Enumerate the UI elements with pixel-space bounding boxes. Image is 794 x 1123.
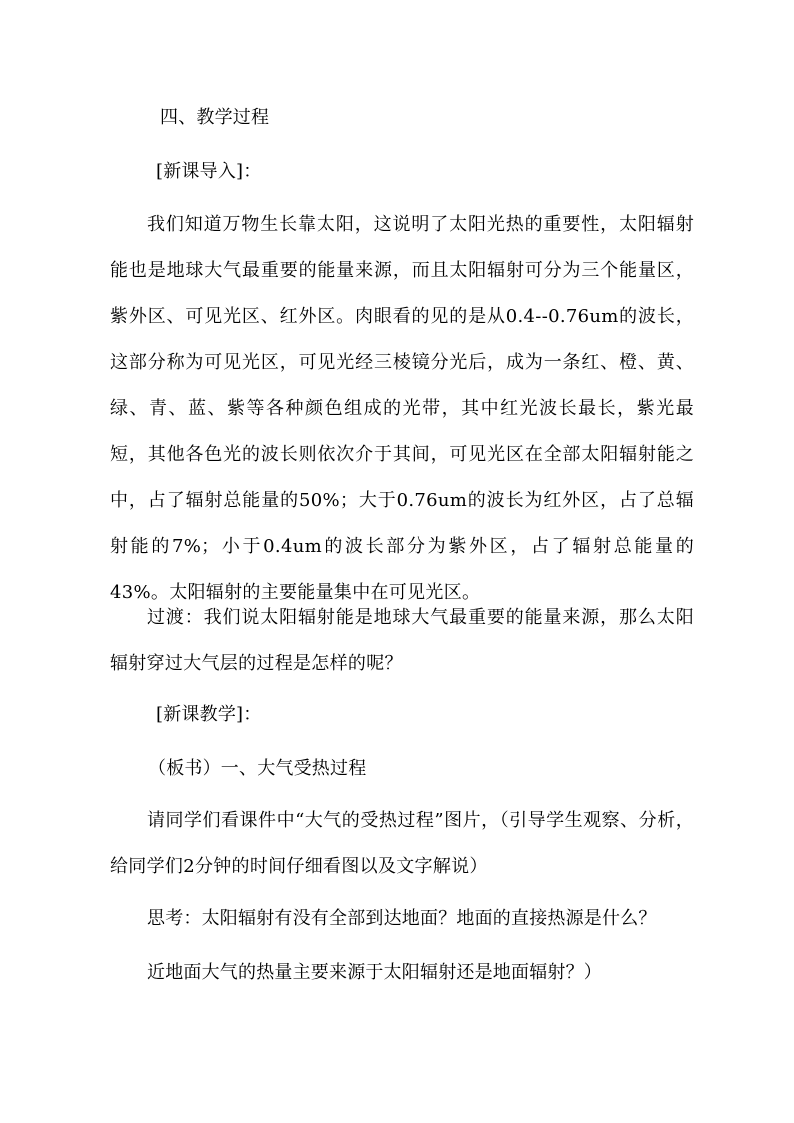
- intro-paragraph: 我们知道万物生长靠太阳，这说明了太阳光热的重要性，太阳辐射能也是地球大气最重要的能量来源，而且太阳辐射可分为三个能量区，紫外区、可见光区、红外区。肉眼看的见的是从0.4--0.76um的波长，这部分称为可见光区，可见光经三棱镜分光后，成为一条红、橙、黄、绿、青、蓝、紫等各种颜色组成的光带，其中红光波长最长，紫光最短，其他各色光的波长则依次介于其间，可见光区在全部太阳辐射能之中，占了辐射总能量的50%；大于0.76um的波长为红外区，占了总辐射能的7%；小于0.4um的波长部分为紫外区，占了辐射总能量的43%。太阳辐射的主要能量集中在可见光区。: [110, 214, 694, 603]
- intro-label: [新课导入]：: [156, 161, 262, 182]
- board-heading: （板书）一、大气受热过程: [148, 758, 367, 779]
- teaching-label: [新课教学]：: [156, 704, 262, 725]
- section-heading: 四、教学过程: [160, 107, 270, 128]
- transition-paragraph: 过渡：我们说太阳辐射能是地球大气最重要的能量来源，那么太阳辐射穿过大气层的过程是怎样的呢？: [110, 607, 694, 674]
- question-line-2: 近地面大气的热量主要来源于太阳辐射还是地面辐射？）: [147, 962, 602, 983]
- question-line-1: 思考：太阳辐射有没有全部到达地面？地面的直接热源是什么？: [147, 908, 657, 929]
- instruction-paragraph: 请同学们看课件中“大气的受热过程”图片，（引导学生观察、分析，给同学们2分钟的时间仔细看图以及文字解说）: [110, 810, 694, 877]
